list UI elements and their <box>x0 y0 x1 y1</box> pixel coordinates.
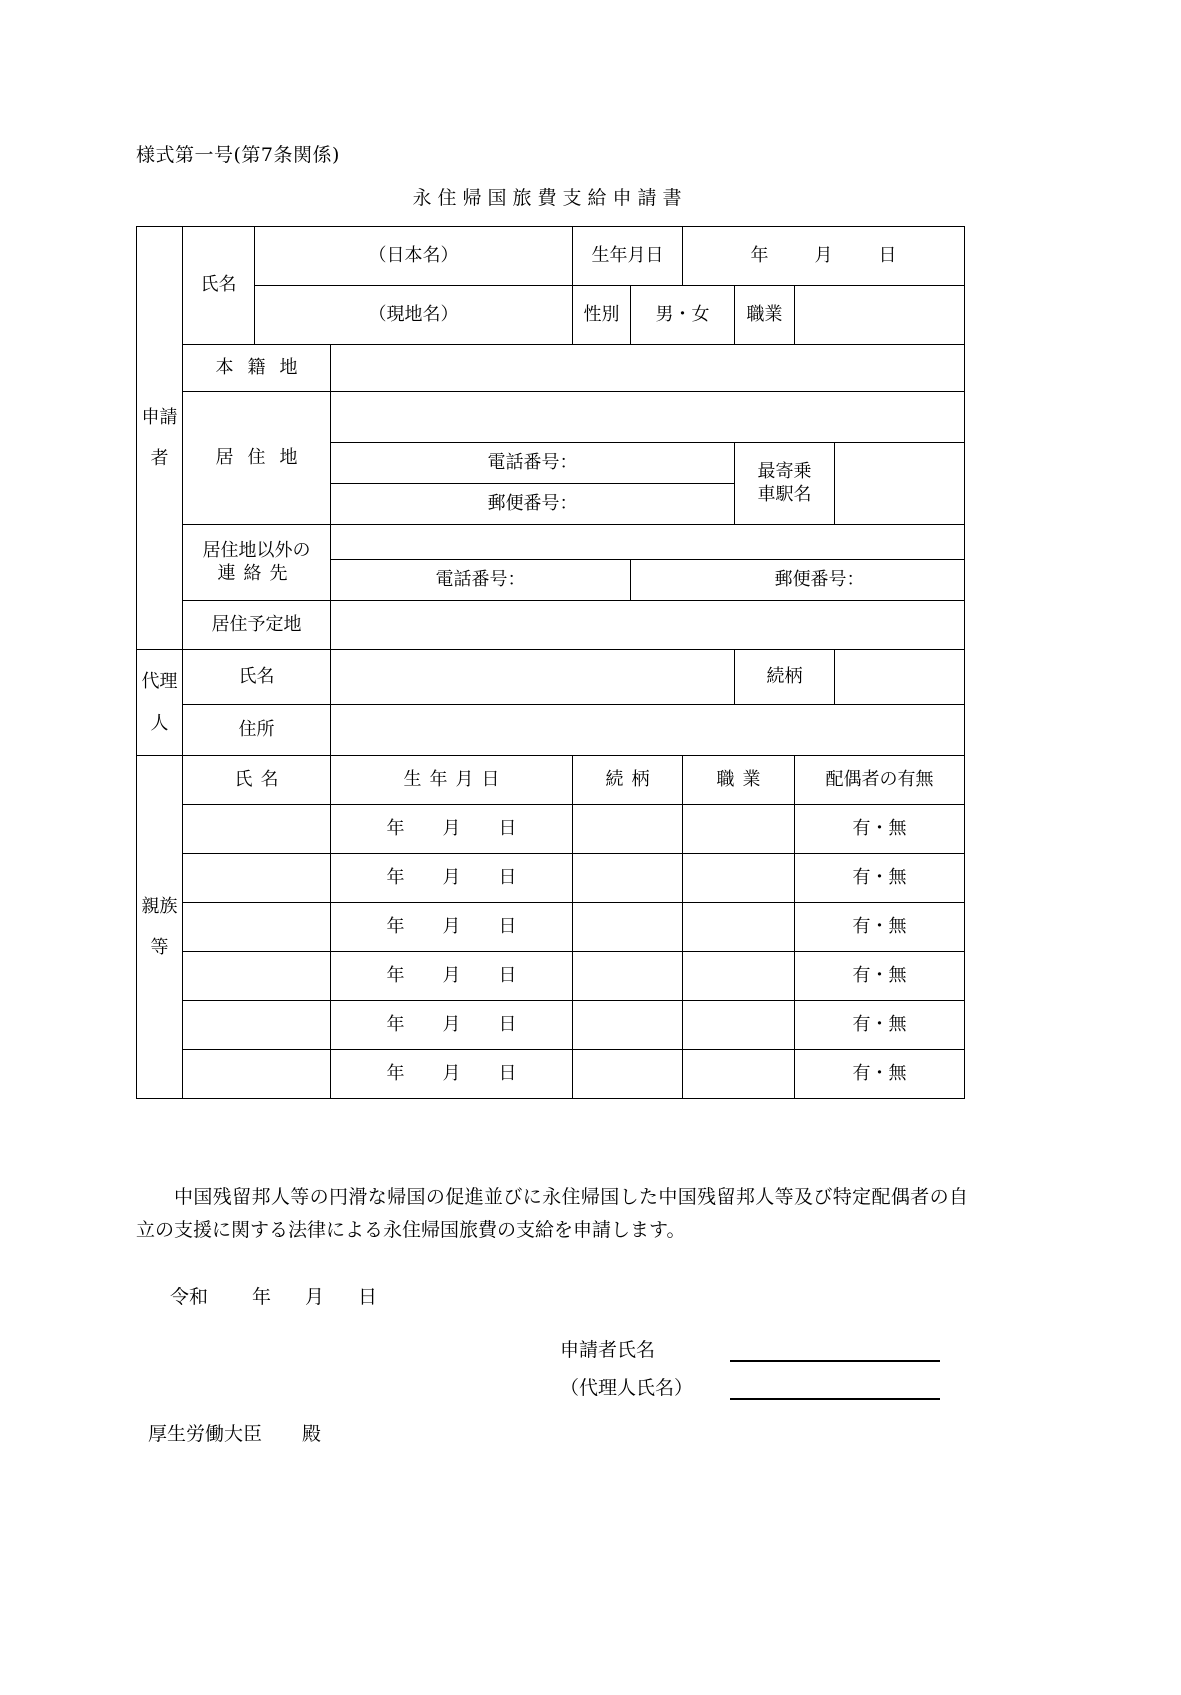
row-relatives-header <box>137 756 965 805</box>
applicant-name-label: 申請者氏名 <box>560 1339 656 1361</box>
spouse-yes[interactable]: 有 <box>852 1062 871 1084</box>
field-other-contact-address[interactable] <box>331 525 965 560</box>
field-gender-options[interactable]: 男・女 <box>631 286 735 345</box>
application-form-table <box>136 226 965 1099</box>
label-occupation: 職業 <box>735 286 795 345</box>
spouse-yes[interactable]: 有 <box>852 964 871 986</box>
table-row <box>137 805 965 854</box>
unit-day: 日 <box>878 244 897 266</box>
table-row <box>137 1001 965 1050</box>
field-relative-occupation[interactable] <box>683 1001 795 1050</box>
unit-month: 月 <box>442 866 461 888</box>
field-relative-occupation[interactable] <box>683 1050 795 1099</box>
field-relative-name[interactable] <box>183 854 331 903</box>
agent-vertical-label: 代理人 <box>137 650 183 756</box>
spouse-separator: ・ <box>870 866 889 888</box>
agent-name-input[interactable] <box>730 1378 940 1400</box>
era-label: 令和 <box>170 1286 209 1308</box>
table-row <box>137 854 965 903</box>
spouse-no[interactable]: 無 <box>888 964 907 986</box>
field-relative-spouse[interactable] <box>795 1050 965 1099</box>
row-planned-residence <box>137 601 965 650</box>
label-other-contact-line1: 居住地以外の <box>202 540 311 561</box>
field-relative-name[interactable] <box>183 1050 331 1099</box>
label-planned-residence: 居住予定地 <box>183 601 331 650</box>
applicant-vertical-label: 申請者 <box>137 227 183 650</box>
unit-year: 年 <box>386 817 405 839</box>
label-nearest-station-line1: 最寄乗 <box>757 461 812 482</box>
applicant-name-input[interactable] <box>730 1340 940 1362</box>
field-other-contact-phone[interactable]: 電話番号： <box>331 560 631 601</box>
field-agent-name[interactable] <box>331 650 735 705</box>
form-number: 様式第一号(第7条関係) <box>136 144 340 166</box>
unit-year: 年 <box>386 866 405 888</box>
field-relative-occupation[interactable] <box>683 805 795 854</box>
applicant-signature-row <box>560 1330 940 1362</box>
label-residence: 居住地 <box>183 392 331 525</box>
field-relative-name[interactable] <box>183 805 331 854</box>
spouse-separator: ・ <box>870 915 889 937</box>
label-agent-address: 住所 <box>183 705 331 756</box>
field-birthdate[interactable] <box>683 227 965 286</box>
field-residence-postal[interactable]: 郵便番号： <box>331 484 735 525</box>
table-row <box>137 903 965 952</box>
addressee-line <box>148 1419 321 1446</box>
field-relative-spouse[interactable] <box>795 854 965 903</box>
field-relative-occupation[interactable] <box>683 952 795 1001</box>
header-relative-occupation: 職業 <box>683 756 795 805</box>
relatives-vertical-label: 親族等 <box>137 756 183 1099</box>
label-agent-name: 氏名 <box>183 650 331 705</box>
row-other-contact-address <box>137 525 965 560</box>
unit-month: 月 <box>442 817 461 839</box>
spouse-no[interactable]: 無 <box>888 1013 907 1035</box>
date-day-unit: 日 <box>358 1286 378 1308</box>
field-other-contact-postal[interactable]: 郵便番号： <box>631 560 965 601</box>
row-agent-address <box>137 705 965 756</box>
field-relative-birthdate[interactable] <box>331 854 573 903</box>
field-relative-birthdate[interactable] <box>331 1050 573 1099</box>
field-planned-residence[interactable] <box>331 601 965 650</box>
field-relative-birthdate[interactable] <box>331 952 573 1001</box>
field-relative-spouse[interactable] <box>795 952 965 1001</box>
unit-month: 月 <box>442 1013 461 1035</box>
unit-day: 日 <box>498 866 517 888</box>
row-residence-address <box>137 392 965 443</box>
label-nearest-station <box>735 443 835 525</box>
field-occupation[interactable] <box>795 286 965 345</box>
agent-signature-row <box>560 1368 940 1400</box>
unit-month: 月 <box>442 1062 461 1084</box>
spouse-yes[interactable]: 有 <box>852 1013 871 1035</box>
unit-year: 年 <box>386 1062 405 1084</box>
spouse-no[interactable]: 無 <box>888 1062 907 1084</box>
unit-month: 月 <box>442 915 461 937</box>
spouse-yes[interactable]: 有 <box>852 915 871 937</box>
field-relative-relationship[interactable] <box>573 1001 683 1050</box>
field-local-name[interactable]: （現地名） <box>255 286 573 345</box>
label-registered-domicile: 本籍地 <box>183 345 331 392</box>
header-relative-name: 氏名 <box>183 756 331 805</box>
field-relative-name[interactable] <box>183 1001 331 1050</box>
row-japanese-name <box>137 227 965 286</box>
field-relative-relationship[interactable] <box>573 805 683 854</box>
unit-day: 日 <box>498 915 517 937</box>
spouse-yes[interactable]: 有 <box>852 817 871 839</box>
field-relative-name[interactable] <box>183 952 331 1001</box>
label-other-contact-line2: 連絡先 <box>217 562 296 584</box>
label-other-contact <box>183 525 331 601</box>
field-relative-birthdate[interactable] <box>331 903 573 952</box>
field-relative-relationship[interactable] <box>573 1050 683 1099</box>
field-relative-relationship[interactable] <box>573 854 683 903</box>
spouse-separator: ・ <box>870 1013 889 1035</box>
table-row <box>137 952 965 1001</box>
label-gender: 性別 <box>573 286 631 345</box>
label-birthdate: 生年月日 <box>573 227 683 286</box>
spouse-separator: ・ <box>870 964 889 986</box>
table-row <box>137 1050 965 1099</box>
spouse-no[interactable]: 無 <box>888 866 907 888</box>
field-relative-relationship[interactable] <box>573 952 683 1001</box>
date-month-unit: 月 <box>305 1286 325 1308</box>
field-relative-spouse[interactable] <box>795 805 965 854</box>
unit-month: 月 <box>442 964 461 986</box>
field-relative-name[interactable] <box>183 903 331 952</box>
field-agent-relationship[interactable] <box>835 650 965 705</box>
unit-month: 月 <box>814 244 833 266</box>
label-name: 氏名 <box>183 227 255 345</box>
field-agent-address[interactable] <box>331 705 965 756</box>
signature-block <box>560 1330 940 1400</box>
field-relative-spouse[interactable] <box>795 1001 965 1050</box>
header-relative-relationship: 続柄 <box>573 756 683 805</box>
unit-day: 日 <box>498 1062 517 1084</box>
application-statement: 中国残留邦人等の円滑な帰国の促進並びに永住帰国した中国残留邦人等及び特定配偶者の自立の支援に関する法律による永住帰国旅費の支給を申請します。 <box>136 1186 968 1242</box>
addressee-title: 厚生労働大臣 <box>148 1423 263 1445</box>
unit-year: 年 <box>386 915 405 937</box>
spouse-yes[interactable]: 有 <box>852 866 871 888</box>
unit-day: 日 <box>498 817 517 839</box>
field-relative-birthdate[interactable] <box>331 805 573 854</box>
addressee-honorific: 殿 <box>302 1423 322 1445</box>
date-year-unit: 年 <box>252 1286 272 1308</box>
label-nearest-station-line2: 車駅名 <box>757 483 812 505</box>
unit-day: 日 <box>498 1013 517 1035</box>
field-relative-spouse[interactable] <box>795 903 965 952</box>
field-registered-domicile[interactable] <box>331 345 965 392</box>
agent-name-label: （代理人氏名） <box>560 1377 694 1399</box>
unit-year: 年 <box>386 1013 405 1035</box>
document-title: 永住帰国旅費支給申請書 <box>412 187 688 209</box>
unit-day: 日 <box>498 964 517 986</box>
field-residence-phone[interactable]: 電話番号： <box>331 443 735 484</box>
field-relative-occupation[interactable] <box>683 903 795 952</box>
field-japanese-name[interactable]: （日本名） <box>255 227 573 286</box>
row-agent-name <box>137 650 965 705</box>
field-relative-birthdate[interactable] <box>331 1001 573 1050</box>
field-nearest-station[interactable] <box>835 443 965 525</box>
label-agent-relationship: 続柄 <box>735 650 835 705</box>
header-relative-birthdate: 生年月日 <box>331 756 573 805</box>
unit-year: 年 <box>386 964 405 986</box>
field-relative-relationship[interactable] <box>573 903 683 952</box>
row-registered-domicile <box>137 345 965 392</box>
spouse-no[interactable]: 無 <box>888 817 907 839</box>
submission-date-line[interactable] <box>136 1282 377 1309</box>
spouse-no[interactable]: 無 <box>888 915 907 937</box>
spouse-separator: ・ <box>870 1062 889 1084</box>
spouse-separator: ・ <box>870 817 889 839</box>
field-residence-address[interactable] <box>331 392 965 443</box>
header-relative-spouse: 配偶者の有無 <box>795 756 965 805</box>
row-local-name <box>137 286 965 345</box>
field-relative-occupation[interactable] <box>683 854 795 903</box>
unit-year: 年 <box>750 244 769 266</box>
